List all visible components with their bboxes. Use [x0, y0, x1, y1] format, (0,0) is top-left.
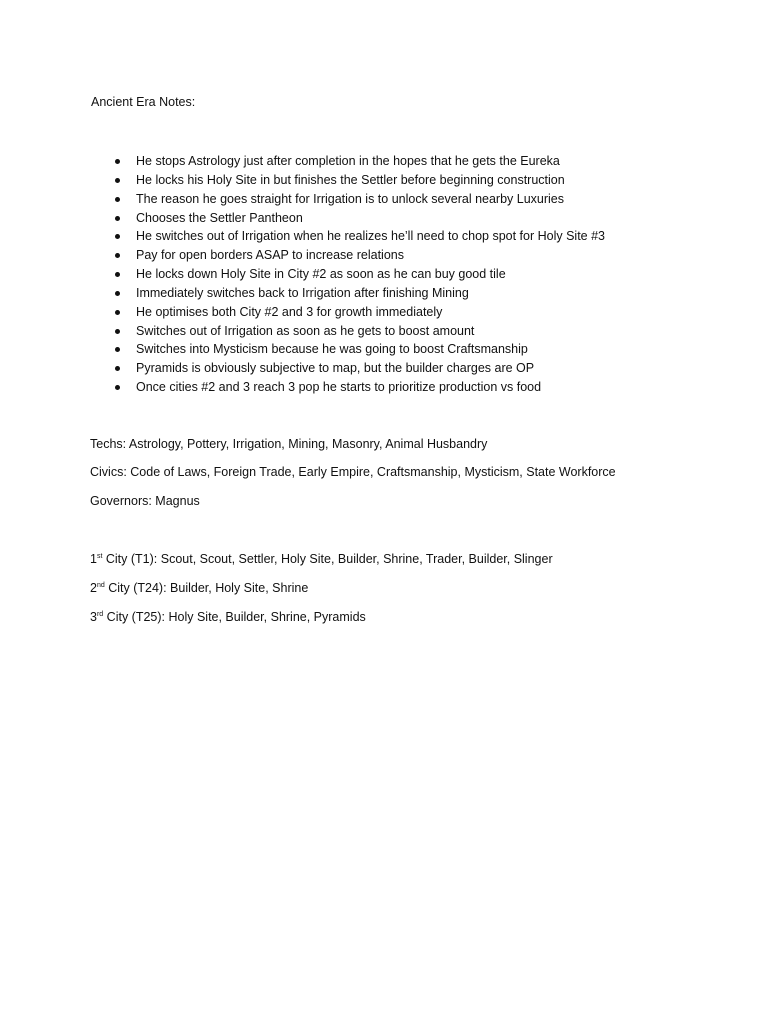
list-item [110, 171, 605, 190]
list-item [110, 303, 605, 322]
list-item [110, 359, 605, 378]
bullet-icon [115, 329, 120, 334]
list-item [110, 190, 605, 209]
bullet-icon [115, 385, 120, 390]
list-item-text: Immediately switches back to Irrigation after finishing Mining [136, 285, 469, 300]
bullet-icon [115, 197, 120, 202]
list-item [110, 284, 605, 303]
bullet-icon [115, 366, 120, 371]
city-build-text: City (T25): Holy Site, Builder, Shrine, Pyramids [103, 610, 366, 624]
list-item [110, 152, 605, 171]
bullet-icon [115, 310, 120, 315]
list-item-text: He locks his Holy Site in but finishes the Settler before beginning construction [136, 172, 565, 187]
list-item-text: The reason he goes straight for Irrigation is to unlock several nearby Luxuries [136, 191, 565, 206]
city-number: 2 [90, 581, 97, 595]
list-item [110, 340, 605, 359]
list-item-text: Pyramids is obviously subjective to map, but the builder charges are OP [136, 361, 535, 376]
list-item [110, 209, 605, 228]
list-item-text: Switches into Mysticism because he was going to boost Craftsmanship [136, 342, 528, 357]
civics-line: Civics: Code of Laws, Foreign Trade, Early Empire, Craftsmanship, Mysticism, State Workforce [90, 465, 616, 479]
bullet-icon [115, 347, 120, 352]
list-item-text: He switches out of Irrigation when he realizes he’ll need to chop spot for Holy Site #3 [136, 229, 606, 244]
bullet-icon [115, 216, 120, 221]
ordinal-suffix: rd [96, 611, 104, 618]
bullet-icon [115, 291, 120, 296]
list-item-text: He optimises both City #2 and 3 for growth immediately [136, 304, 443, 319]
list-item [110, 265, 605, 284]
bullet-icon [115, 253, 120, 258]
city-number: 1 [90, 552, 97, 566]
list-item [110, 378, 605, 397]
city-build-order-2 [90, 580, 308, 596]
city-build-text: City (T24): Builder, Holy Site, Shrine [104, 581, 309, 595]
governors-line: Governors: Magnus [90, 494, 200, 508]
list-item-text: Switches out of Irrigation as soon as he gets to boost amount [136, 323, 475, 338]
list-item [110, 227, 605, 246]
list-item-text: He locks down Holy Site in City #2 as soon as he can buy good tile [136, 267, 506, 282]
list-item [110, 322, 605, 341]
notes-list [110, 152, 605, 397]
city-build-text: City (T1): Scout, Scout, Settler, Holy Site, Builder, Shrine, Trader, Builder, Slinger [102, 552, 553, 566]
list-item [110, 246, 605, 265]
bullet-icon [115, 234, 120, 239]
city-build-order-1 [90, 551, 553, 567]
city-build-order-3 [90, 609, 366, 625]
list-item-text: He stops Astrology just after completion in the hopes that he gets the Eureka [136, 154, 560, 168]
list-item-text: Chooses the Settler Pantheon [136, 210, 303, 225]
ordinal-suffix: nd [96, 582, 105, 589]
list-item-text: Once cities #2 and 3 reach 3 pop he starts to prioritize production vs food [136, 380, 542, 395]
list-item-text: Pay for open borders ASAP to increase relations [136, 248, 404, 263]
page-title: Ancient Era Notes: [91, 95, 196, 109]
bullet-icon [115, 178, 120, 183]
bullet-icon [115, 159, 120, 164]
city-number: 3 [90, 610, 97, 624]
ordinal-suffix: st [96, 553, 103, 560]
techs-line: Techs: Astrology, Pottery, Irrigation, Mining, Masonry, Animal Husbandry [90, 437, 488, 451]
bullet-icon [115, 272, 120, 277]
